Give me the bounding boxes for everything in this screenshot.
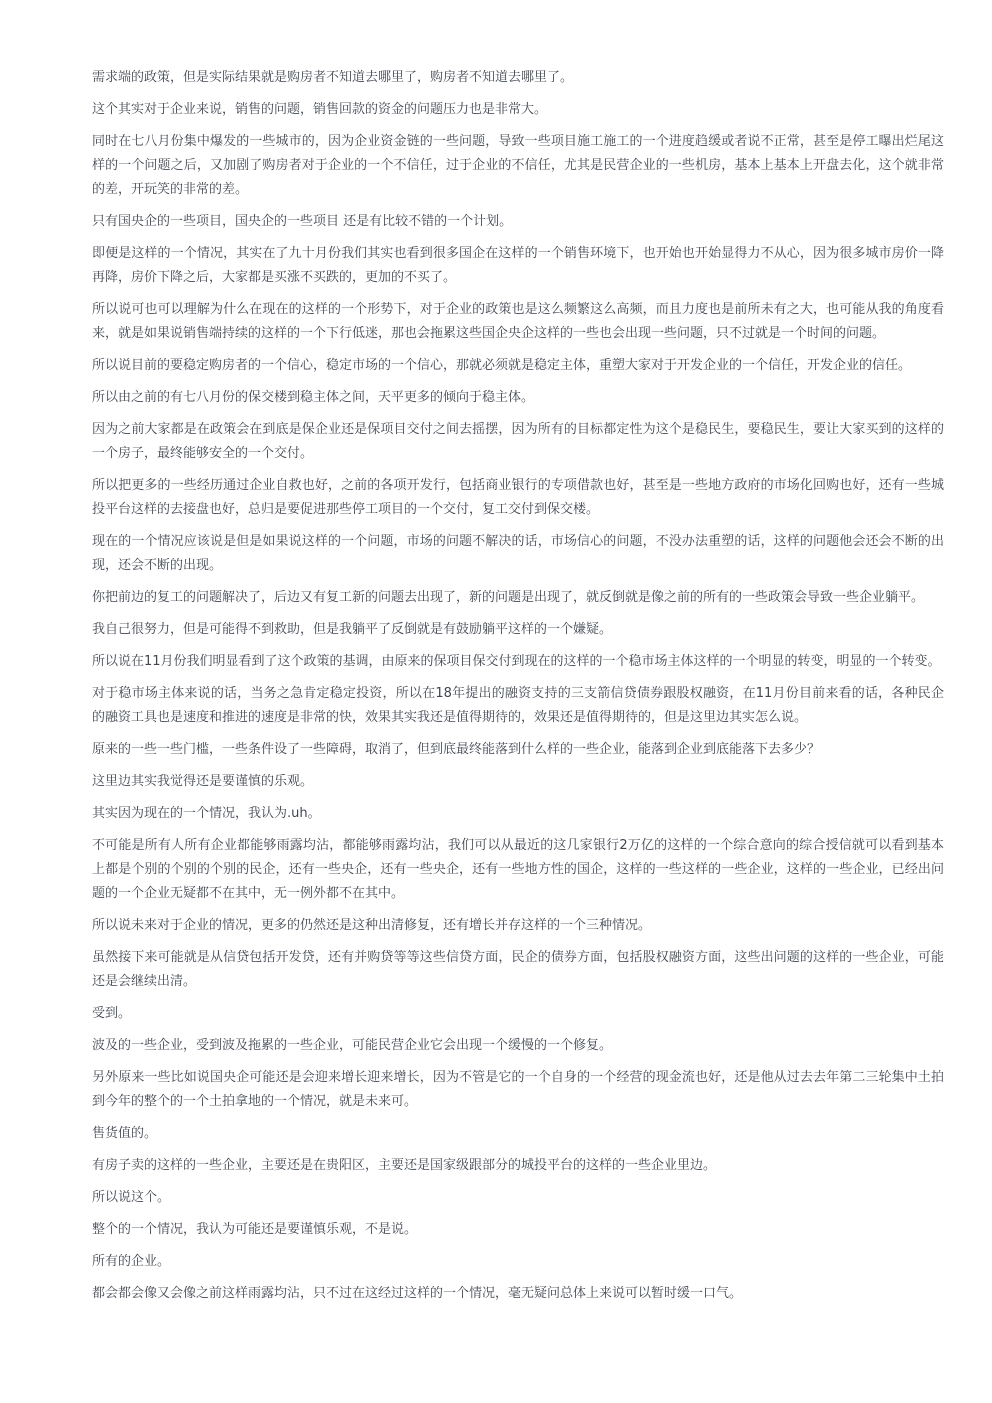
paragraph: 同时在七八月份集中爆发的一些城市的，因为企业资金链的一些问题，导致一些项目施工施工的一个进度趋缓或者说不正常，甚至是停工曝出烂尾这样的一个问题之后，又加剧了购房者对于企业的一个不信任，过于企业的不信任，尤其是民营企业的一些机房，基本上基本上开盘去化，这个就非常的差，开玩笑的非常的差。 — [92, 134, 944, 197]
paragraph: 所以说可也可以理解为什么在现在的这样的一个形势下，对于企业的政策也是这么频繁这么高频，而且力度也是前所未有之大，也可能从我的角度看来，就是如果说销售端持续的这样的一个下行低迷，那也会拖累这些国企央企这样的一些也会出现一些问题，只不过就是一个时间的问题。 — [92, 302, 944, 341]
paragraph: 所有的企业。 — [92, 1254, 171, 1269]
paragraph: 有房子卖的这样的一些企业，主要还是在贵阳区，主要还是国家级跟部分的城投平台的这样的一些企业里边。 — [92, 1158, 717, 1173]
paragraph: 售货值的。 — [92, 1126, 158, 1141]
paragraph: 这个其实对于企业来说，销售的问题，销售回款的资金的问题压力也是非常大。 — [92, 102, 548, 117]
paragraph: 所以说这个。 — [92, 1190, 171, 1205]
paragraph: 所以说目前的要稳定购房者的一个信心，稳定市场的一个信心，那就必须就是稳定主体，重塑大家对于开发企业的一个信任，开发企业的信任。 — [92, 358, 912, 373]
paragraph: 整个的一个情况，我认为可能还是要谨慎乐观，不是说。 — [92, 1222, 418, 1237]
paragraph: 所以由之前的有七八月份的保交楼到稳主体之间，天平更多的倾向于稳主体。 — [92, 390, 535, 405]
paragraph: 这里边其实我觉得还是要谨慎的乐观。 — [92, 774, 314, 789]
paragraph: 受到。 — [92, 1006, 132, 1021]
paragraph: 我自己很努力，但是可能得不到救助，但是我躺平了反倒就是有鼓励躺平这样的一个嫌疑。 — [92, 622, 613, 637]
paragraph: 不可能是所有人所有企业都能够雨露均沾，都能够雨露均沾，我们可以从最近的这几家银行2万亿的这样的一个综合意向的综合授信就可以看到基本上都是个别的个别的个别的民企，还有一些央企，还有一些央企，还有一些地方性的国企，这样的一些这样的一些企业，这样的一些企业，已经出问题的一个企业无疑都不在其中，无一例外都不在其中。 — [92, 838, 944, 901]
paragraph: 另外原来一些比如说国央企可能还是会迎来增长迎来增长，因为不管是它的一个自身的一个经营的现金流也好，还是他从过去去年第二三轮集中土拍到今年的整个的一个土拍拿地的一个情况，就是未来可。 — [92, 1070, 944, 1109]
paragraph: 需求端的政策，但是实际结果就是购房者不知道去哪里了，购房者不知道去哪里了。 — [92, 70, 574, 85]
paragraph: 原来的一些一些门槛，一些条件设了一些障碍，取消了，但到底最终能落到什么样的一些企业，能落到企业到底能落下去多少？ — [92, 742, 821, 757]
paragraph: 波及的一些企业，受到波及拖累的一些企业，可能民营企业它会出现一个缓慢的一个修复。 — [92, 1038, 613, 1053]
paragraph: 现在的一个情况应该说是但是如果说这样的一个问题，市场的问题不解决的话，市场信心的问题，不没办法重塑的话，这样的问题他会还会不断的出现，还会不断的出现。 — [92, 534, 944, 573]
paragraph: 对于稳市场主体来说的话，当务之急肯定稳定投资，所以在18年提出的融资支持的三支箭信贷债券跟股权融资，在11月份目前来看的话，各种民企的融资工具也是速度和推进的速度是非常的快，效果其实我还是值得期待的，效果还是值得期待的，但是这里边其实怎么说。 — [92, 686, 944, 725]
paragraph: 其实因为现在的一个情况，我认为.uh。 — [92, 806, 321, 821]
paragraph: 只有国央企的一些项目，国央企的一些项目 还是有比较不错的一个计划。 — [92, 214, 513, 229]
paragraph: 因为之前大家都是在政策会在到底是保企业还是保项目交付之间去摇摆，因为所有的目标都定性为这个是稳民生，要稳民生，要让大家买到的这样的一个房子，最终能够安全的一个交付。 — [92, 422, 944, 461]
paragraph: 虽然接下来可能就是从信贷包括开发贷，还有并购贷等等这些信贷方面，民企的债券方面，包括股权融资方面，这些出问题的这样的一些企业，可能还是会继续出清。 — [92, 950, 944, 989]
paragraph: 你把前边的复工的问题解决了，后边又有复工新的问题去出现了，新的问题是出现了，就反倒就是像之前的所有的一些政策会导致一些企业躺平。 — [92, 590, 925, 605]
document-page — [92, 66, 944, 1314]
paragraph: 所以把更多的一些经历通过企业自救也好，之前的各项开发行，包括商业银行的专项借款也好，甚至是一些地方政府的市场化回购也好，还有一些城投平台这样的去接盘也好，总归是要促进那些停工项目的一个交付，复工交付到保交楼。 — [92, 478, 944, 517]
paragraph: 即便是这样的一个情况，其实在了九十月份我们其实也看到很多国企在这样的一个销售环境下，也开始也开始显得力不从心，因为很多城市房价一降再降，房价下降之后，大家都是买涨不买跌的，更加的不买了。 — [92, 246, 944, 285]
paragraph: 所以说在11月份我们明显看到了这个政策的基调，由原来的保项目保交付到现在的这样的一个稳市场主体这样的一个明显的转变，明显的一个转变。 — [92, 654, 941, 669]
paragraph: 所以说未来对于企业的情况，更多的仍然还是这种出清修复，还有增长并存这样的一个三种情况。 — [92, 918, 652, 933]
paragraph: 都会都会像又会像之前这样雨露均沾，只不过在这经过这样的一个情况，毫无疑问总体上来说可以暂时缓一口气。 — [92, 1286, 743, 1301]
